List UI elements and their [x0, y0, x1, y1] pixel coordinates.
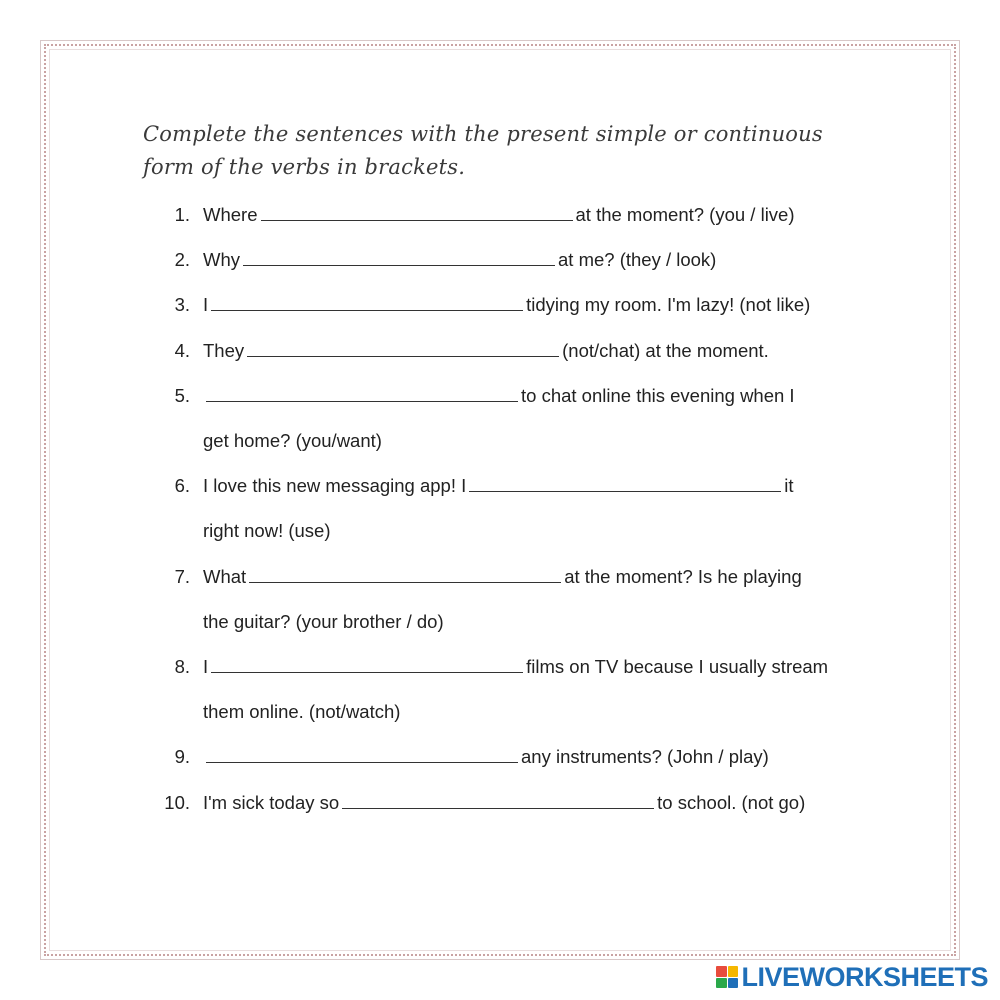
answer-blank[interactable]	[211, 655, 523, 673]
question-prefix: I love this new messaging app! I	[203, 475, 467, 497]
question-number: 3.	[174, 294, 190, 316]
answer-blank[interactable]	[247, 339, 559, 357]
question-suffix: to chat online this evening when I	[521, 384, 795, 406]
question-text	[203, 381, 795, 411]
question-number: 5.	[174, 384, 190, 406]
question-number: 4.	[174, 339, 190, 361]
question-text	[203, 652, 828, 682]
brand-logo	[716, 962, 988, 992]
question-prefix: I	[203, 656, 209, 677]
question-text	[203, 788, 805, 818]
question-suffix: at the moment? (you / live)	[575, 204, 795, 225]
answer-blank[interactable]	[206, 745, 518, 763]
question-text	[203, 290, 810, 320]
question-suffix: to school. (not go)	[657, 791, 806, 813]
question-suffix: tidying my room. I'm lazy! (not like)	[526, 294, 811, 316]
question-continuation-text: the guitar? (your brother / do)	[203, 610, 444, 632]
question-suffix: at me? (they / look)	[558, 249, 717, 271]
question-text	[203, 200, 795, 230]
answer-blank[interactable]	[211, 293, 523, 311]
question-suffix: any instruments? (John / play)	[521, 746, 769, 768]
question-number: 1.	[174, 204, 190, 225]
answer-blank[interactable]	[261, 203, 573, 221]
question-text	[203, 245, 716, 275]
question-number: 9.	[174, 746, 190, 768]
question-continuation-text: them online. (not/watch)	[203, 701, 401, 723]
question-prefix: They	[203, 339, 245, 361]
question-number: 7.	[174, 565, 190, 587]
question-number: 10.	[164, 791, 190, 813]
answer-blank[interactable]	[206, 384, 518, 402]
question-text	[203, 471, 794, 501]
answer-blank[interactable]	[243, 248, 555, 266]
answer-blank[interactable]	[342, 791, 654, 809]
answer-blank[interactable]	[469, 474, 781, 492]
question-prefix: I	[203, 294, 209, 316]
question-prefix: Where	[203, 204, 258, 225]
liveworksheets-logo-icon	[716, 966, 738, 988]
question-text	[203, 562, 802, 592]
brand-name: LIVEWORKSHEETS	[741, 961, 988, 992]
question-prefix: Why	[203, 249, 240, 271]
question-text	[203, 742, 769, 772]
question-number: 2.	[174, 249, 190, 271]
question-continuation-text: right now! (use)	[203, 520, 331, 542]
question-suffix: films on TV because I usually stream	[526, 656, 829, 677]
question-suffix: at the moment? Is he playing	[564, 565, 802, 587]
worksheet-instruction: Complete the sentences with the present simple or continuous form of the verbs in brackets.	[143, 122, 823, 179]
question-text	[203, 336, 769, 366]
question-prefix: What	[203, 565, 247, 587]
question-prefix: I'm sick today so	[203, 791, 340, 813]
answer-blank[interactable]	[249, 565, 561, 583]
question-suffix: it	[784, 475, 794, 497]
question-suffix: (not/chat) at the moment.	[562, 339, 769, 361]
question-continuation-text: get home? (you/want)	[203, 430, 382, 451]
question-number: 6.	[174, 475, 190, 497]
question-number: 8.	[174, 656, 190, 677]
